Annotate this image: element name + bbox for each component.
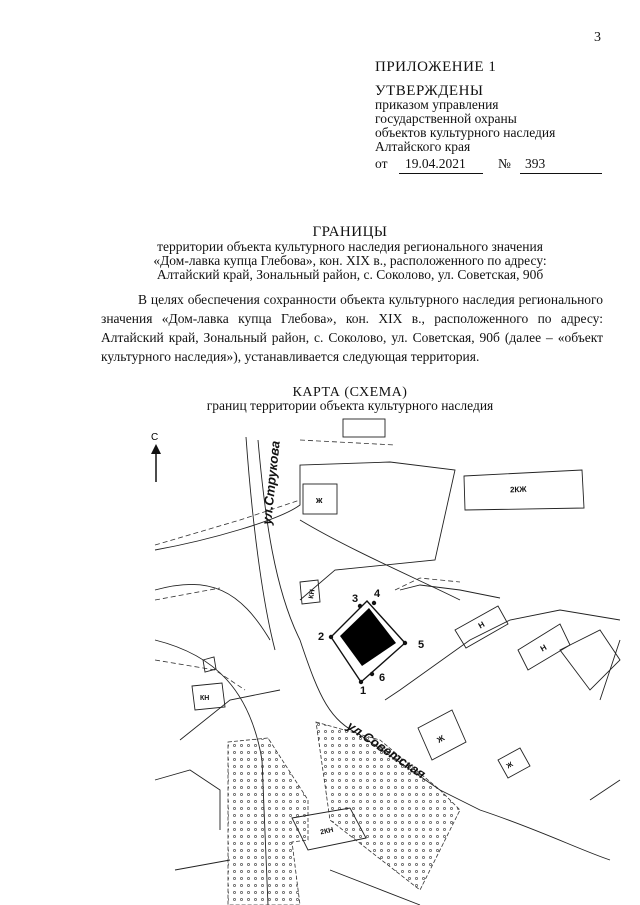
subtitle-line: Алтайский край, Зональный район, с. Соколово, ул. Советская, 90б (156, 267, 544, 282)
point-label: 6 (379, 672, 386, 684)
building-zh-right (498, 748, 530, 778)
order-number: 393 (525, 156, 546, 171)
dotted-areas (228, 722, 460, 905)
approval-line: государственной охраны (375, 111, 517, 126)
approved-label: УТВЕРЖДЕНЫ (375, 83, 484, 99)
approval-line: объектов культурного наследия (375, 125, 556, 140)
date-prefix: от (375, 156, 388, 171)
north-label: С (151, 432, 159, 443)
protected-building (340, 608, 396, 666)
building-top-small (343, 419, 385, 437)
label-zh-top: ж (316, 495, 323, 505)
point-label: 5 (418, 639, 425, 651)
north-arrow (151, 432, 161, 482)
appendix-label: ПРИЛОЖЕНИЕ 1 (375, 59, 497, 75)
document-title: ГРАНИЦЫ (312, 224, 388, 240)
map-subtitle: границ территории объекта культурного наследия (206, 398, 494, 413)
object-territory (329, 601, 407, 684)
label-n-2: Н (538, 642, 549, 654)
point-label: 2 (318, 631, 325, 643)
dashed-boundaries (155, 440, 460, 690)
body-paragraph: В целях обеспечения сохранности объекта культурного наследия регионального значения «Дом-лавка купца Глебова», кон. XIX в., расположенного по адресу: Алтайский край, Зональный район, с. Соколово, ул. Советская, 90б (далее – «объект культурного наследия»), устанавливается следующая территория. (101, 292, 603, 364)
label-zh-bottom: Ж (435, 733, 447, 745)
map-title: КАРТА (СХЕМА) (292, 385, 408, 400)
approval-line: приказом управления (375, 97, 499, 112)
subtitle-line: «Дом-лавка купца Глебова», кон. XIX в., расположенного по адресу: (153, 253, 547, 268)
street-sovetskaya-label: ул.Советская (344, 718, 429, 782)
point-label: 4 (374, 588, 381, 600)
label-2kn: 2КН (319, 826, 335, 837)
order-date: 19.04.2021 (405, 156, 466, 171)
building-right-edge (560, 630, 620, 690)
subtitle-line: территории объекта культурного наследия регионального значения (157, 239, 543, 254)
dotted-area-left (228, 738, 308, 905)
point-label: 3 (352, 593, 359, 605)
approval-line: Алтайского края (375, 139, 471, 154)
number-prefix: № (498, 156, 511, 171)
street-strukova-label: ул.Струкова (259, 440, 283, 526)
label-zh-right: Ж (505, 761, 515, 771)
label-n-1: Н (476, 619, 487, 631)
page-number: 3 (594, 30, 601, 45)
point-label: 1 (360, 685, 367, 697)
label-kn-left: КН (200, 695, 210, 702)
label-2kzh: 2КЖ (509, 484, 527, 495)
label-kn-small: КН (308, 588, 317, 600)
